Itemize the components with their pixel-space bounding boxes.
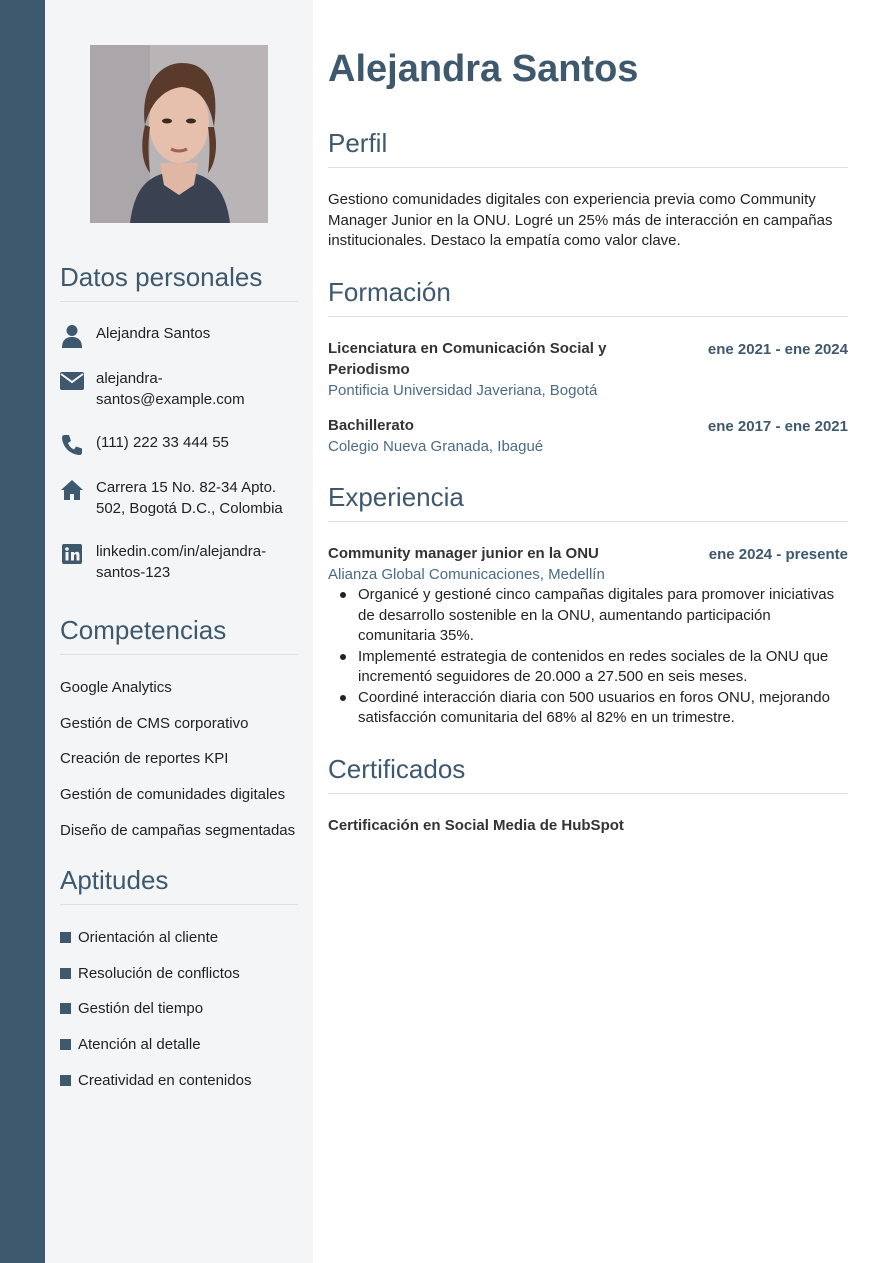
aptitude-item xyxy=(60,965,240,982)
square-bullet-icon xyxy=(60,1075,71,1086)
education-date: ene 2017 - ene 2021 xyxy=(707,418,848,435)
experience-bullets xyxy=(328,585,848,729)
personal-address: Carrera 15 No. 82-34 Apto. 502, Bogotá D.C., Colombia xyxy=(96,479,283,517)
skills-heading: Competencias xyxy=(60,615,227,645)
experience-company: Alianza Global Comunicaciones, Medellín xyxy=(328,566,605,583)
experience-bullet: Organicé y gestioné cinco campañas digitales para promover iniciativas de desarrollo sostenible en la ONU, aumentando participación comunitaria 35%. xyxy=(328,585,848,647)
aptitudes-divider xyxy=(60,904,298,905)
personal-email[interactable]: alejandra-santos@example.com xyxy=(96,370,245,408)
personal-linkedin-item xyxy=(60,542,298,583)
experience-bullet: Implementé estrategia de contenidos en redes sociales de la ONU que incrementó seguidores de 20.000 a 27.500 en seis meses. xyxy=(328,647,848,688)
experience-bullet: Coordiné interacción diaria con 500 usuarios en foros ONU, mejorando satisfacción comunitaria del 68% al 82% en un trimestre. xyxy=(328,688,848,729)
profile-divider xyxy=(328,167,848,168)
main-content xyxy=(313,0,893,1263)
aptitude-label: Creatividad en contenidos xyxy=(78,1072,252,1089)
skills-divider xyxy=(60,654,298,655)
experience-date: ene 2024 - presente xyxy=(708,546,848,563)
education-title: Bachillerato xyxy=(328,417,414,434)
aptitude-item xyxy=(60,929,218,946)
skill-item: Gestión de comunidades digitales xyxy=(60,786,286,803)
personal-data-divider xyxy=(60,301,298,302)
education-date: ene 2021 - ene 2024 xyxy=(707,341,848,358)
phone-icon xyxy=(60,433,84,457)
aptitude-label: Orientación al cliente xyxy=(78,929,219,946)
square-bullet-icon xyxy=(60,1039,71,1050)
linkedin-icon xyxy=(60,542,84,566)
profile-summary: Gestiono comunidades digitales con experiencia previa como Community Manager Junior en la ONU. Logré un 25% más de interacción en campañas institucionales. Destaco la empatía como valor clave. xyxy=(328,191,833,249)
personal-phone: (111) 222 33 444 55 xyxy=(96,434,229,451)
education-heading: Formación xyxy=(328,277,451,307)
accent-stripe xyxy=(0,0,45,1263)
aptitude-label: Atención al detalle xyxy=(78,1036,201,1053)
square-bullet-icon xyxy=(60,968,71,979)
personal-email-item xyxy=(60,369,298,410)
user-icon xyxy=(60,324,84,348)
education-divider xyxy=(328,316,848,317)
aptitude-item xyxy=(60,1072,251,1089)
education-title: Licenciatura en Comunicación Social y Periodismo xyxy=(328,340,607,378)
square-bullet-icon xyxy=(60,1003,71,1014)
education-institution: Colegio Nueva Granada, Ibagué xyxy=(328,438,544,455)
personal-data-heading: Datos personales xyxy=(60,262,263,292)
experience-title: Community manager junior en la ONU xyxy=(328,545,599,562)
experience-heading: Experiencia xyxy=(328,482,464,512)
personal-linkedin[interactable]: linkedin.com/in/alejandra-santos-123 xyxy=(96,543,267,581)
aptitude-item xyxy=(60,1000,203,1017)
envelope-icon xyxy=(60,369,84,393)
certificates-divider xyxy=(328,793,848,794)
certificate-item: Certificación en Social Media de HubSpot xyxy=(328,817,624,834)
profile-heading: Perfil xyxy=(328,128,388,158)
personal-name-item xyxy=(60,324,298,348)
skill-item: Gestión de CMS corporativo xyxy=(60,715,249,732)
personal-phone-item xyxy=(60,433,298,457)
skill-item: Creación de reportes KPI xyxy=(60,750,229,767)
aptitude-label: Gestión del tiempo xyxy=(78,1000,204,1017)
certificates-heading: Certificados xyxy=(328,754,466,784)
skill-item: Diseño de campañas segmentadas xyxy=(60,822,296,839)
personal-address-item xyxy=(60,478,298,519)
home-icon xyxy=(60,478,84,502)
personal-name: Alejandra Santos xyxy=(96,325,211,342)
profile-photo xyxy=(90,45,268,223)
square-bullet-icon xyxy=(60,932,71,943)
aptitude-item xyxy=(60,1036,201,1053)
education-institution: Pontificia Universidad Javeriana, Bogotá xyxy=(328,382,598,399)
profile-name: Alejandra Santos xyxy=(328,48,639,90)
skill-item: Google Analytics xyxy=(60,679,172,696)
experience-divider xyxy=(328,521,848,522)
aptitude-label: Resolución de conflictos xyxy=(78,965,240,982)
sidebar xyxy=(45,0,313,1263)
aptitudes-heading: Aptitudes xyxy=(60,865,169,895)
